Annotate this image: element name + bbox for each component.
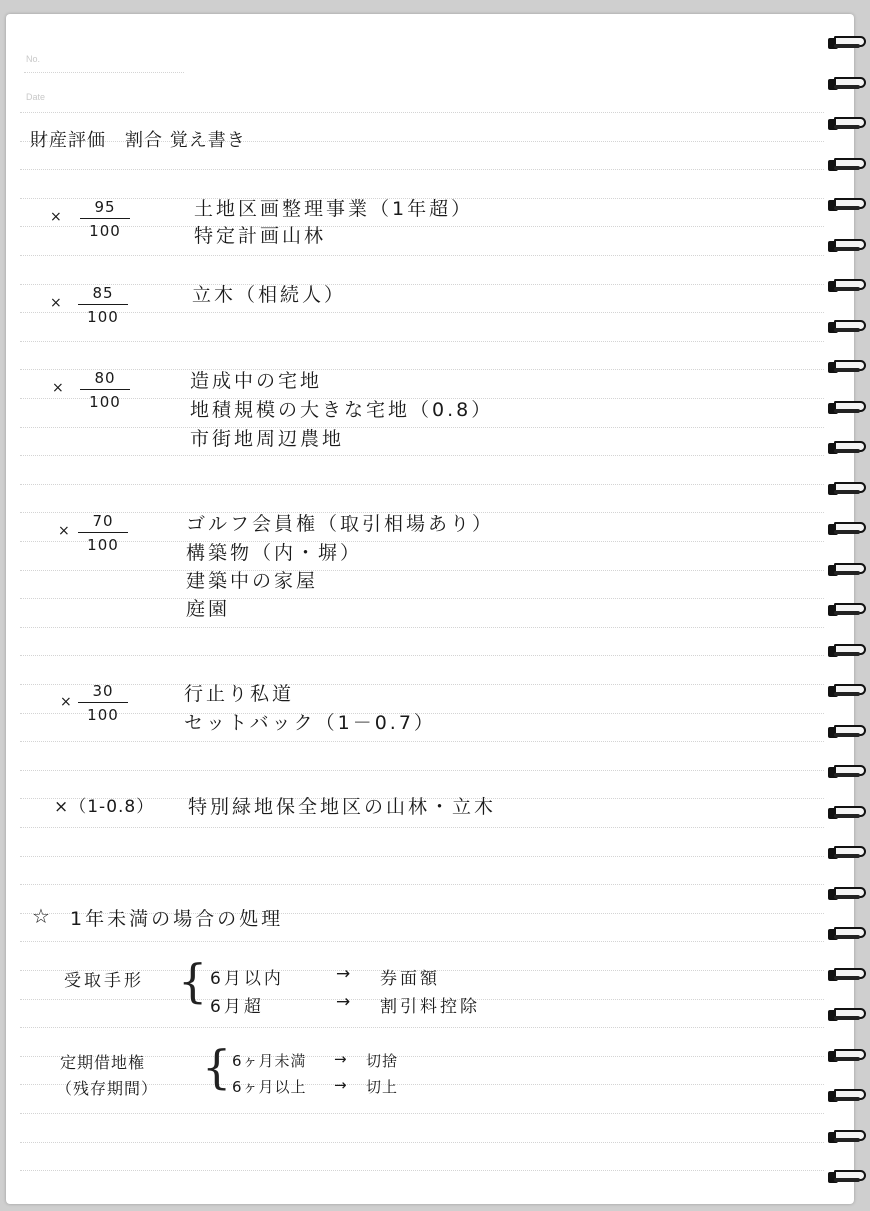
ruled-line xyxy=(20,884,824,885)
group-label: 受取手形 xyxy=(64,971,144,991)
header-no-label: No. xyxy=(26,54,41,64)
ruled-line xyxy=(20,1170,824,1171)
spiral-coil xyxy=(828,277,864,295)
spiral-coil xyxy=(828,358,864,376)
spiral-coil xyxy=(828,1006,864,1024)
condition: 6月超 xyxy=(210,997,264,1017)
result: 切上 xyxy=(366,1078,399,1096)
fraction-numerator: 85 xyxy=(78,284,128,305)
spiral-coil xyxy=(828,804,864,822)
ruled-line xyxy=(20,941,824,942)
fraction-denominator: 100 xyxy=(89,222,121,240)
ruled-line xyxy=(20,1142,824,1143)
notebook-page xyxy=(6,14,854,1204)
condition: 6月以内 xyxy=(210,969,284,989)
fraction-70 xyxy=(78,512,128,554)
brace-symbol: { xyxy=(178,954,208,1008)
ruled-line xyxy=(20,655,824,656)
multiply-sign: × xyxy=(52,380,64,396)
ruled-line xyxy=(20,1027,824,1028)
spiral-coil xyxy=(828,925,864,943)
ruled-line xyxy=(20,169,824,170)
fraction-95 xyxy=(80,198,130,240)
ruled-line xyxy=(20,570,824,571)
brace-symbol: { xyxy=(202,1040,232,1094)
ruled-line xyxy=(20,598,824,599)
fraction-numerator: 30 xyxy=(78,682,128,703)
ruled-line xyxy=(20,684,824,685)
result: 割引料控除 xyxy=(380,997,480,1017)
special-item: 特別緑地保全地区の山林・立木 xyxy=(188,796,497,818)
list-item: 建築中の家屋 xyxy=(186,570,319,592)
ruled-line xyxy=(20,856,824,857)
list-item: 市街地周辺農地 xyxy=(190,428,345,450)
list-item: 行止り私道 xyxy=(184,683,295,705)
arrow: → xyxy=(334,1050,350,1068)
spiral-coil xyxy=(828,844,864,862)
ruled-line xyxy=(20,341,824,342)
list-item: 地積規模の大きな宅地（0.8） xyxy=(190,399,494,421)
spiral-coil xyxy=(828,75,864,93)
spiral-coil xyxy=(828,763,864,781)
spiral-binding xyxy=(830,0,870,1211)
spiral-coil xyxy=(828,723,864,741)
list-item: 土地区画整理事業（1年超） xyxy=(194,198,474,220)
ruled-line xyxy=(20,427,824,428)
group-label: （残存期間） xyxy=(56,1079,159,1098)
ruled-line xyxy=(20,369,824,370)
star-icon: ☆ xyxy=(32,904,50,928)
arrow: → xyxy=(336,964,354,984)
fraction-denominator: 100 xyxy=(89,393,121,411)
arrow: → xyxy=(334,1076,350,1094)
ruled-line xyxy=(20,541,824,542)
special-factor: ×（1-0.8） xyxy=(54,797,155,817)
spiral-coil xyxy=(828,885,864,903)
fraction-denominator: 100 xyxy=(87,308,119,326)
spiral-coil xyxy=(828,561,864,579)
ruled-line xyxy=(20,112,824,113)
list-item: 特定計画山林 xyxy=(194,225,327,247)
fraction-numerator: 80 xyxy=(80,369,130,390)
multiply-sign: × xyxy=(58,523,70,539)
list-item: 構築物（内・塀） xyxy=(186,542,363,564)
list-item: 立木（相続人） xyxy=(192,284,347,306)
multiply-sign: × xyxy=(50,295,62,311)
spiral-coil xyxy=(828,966,864,984)
fraction-denominator: 100 xyxy=(87,536,119,554)
spiral-coil xyxy=(828,1087,864,1105)
header-underline xyxy=(24,72,184,73)
spiral-coil xyxy=(828,520,864,538)
list-item: 庭園 xyxy=(186,598,231,620)
ruled-line xyxy=(20,484,824,485)
spiral-coil xyxy=(828,642,864,660)
arrow: → xyxy=(336,992,354,1012)
group-label: 定期借地権 xyxy=(60,1053,146,1072)
spiral-coil xyxy=(828,34,864,52)
section-heading: 1年未満の場合の処理 xyxy=(70,908,284,930)
spiral-coil xyxy=(828,1047,864,1065)
ruled-line xyxy=(20,255,824,256)
spiral-coil xyxy=(828,399,864,417)
ruled-line xyxy=(20,312,824,313)
ruled-line xyxy=(20,1113,824,1114)
multiply-sign: × xyxy=(50,209,62,225)
ruled-line xyxy=(20,284,824,285)
fraction-denominator: 100 xyxy=(87,706,119,724)
ruled-line xyxy=(20,827,824,828)
list-item: 造成中の宅地 xyxy=(190,370,323,392)
spiral-coil xyxy=(828,196,864,214)
spiral-coil xyxy=(828,115,864,133)
fraction-30 xyxy=(78,682,128,724)
ruled-line xyxy=(20,770,824,771)
fraction-85 xyxy=(78,284,128,326)
fraction-numerator: 70 xyxy=(78,512,128,533)
header-date-label: Date xyxy=(26,92,46,102)
spiral-coil xyxy=(828,318,864,336)
condition: 6ヶ月未満 xyxy=(232,1052,307,1070)
list-item: ゴルフ会員権（取引相場あり） xyxy=(186,513,495,535)
spiral-coil xyxy=(828,1168,864,1186)
ruled-line xyxy=(20,741,824,742)
fraction-80 xyxy=(80,369,130,411)
spiral-coil xyxy=(828,237,864,255)
page-title: 財産評価 割合 覚え書き xyxy=(30,130,246,151)
spiral-coil xyxy=(828,601,864,619)
ruled-line xyxy=(20,455,824,456)
multiply-sign: × xyxy=(60,694,72,710)
ruled-line xyxy=(20,627,824,628)
condition: 6ヶ月以上 xyxy=(232,1078,307,1096)
result: 券面額 xyxy=(380,969,440,989)
result: 切捨 xyxy=(366,1052,399,1070)
ruled-line xyxy=(20,226,824,227)
spiral-coil xyxy=(828,1128,864,1146)
fraction-numerator: 95 xyxy=(80,198,130,219)
spiral-coil xyxy=(828,156,864,174)
spiral-coil xyxy=(828,682,864,700)
spiral-coil xyxy=(828,439,864,457)
list-item: セットバック（1－0.7） xyxy=(184,712,436,734)
spiral-coil xyxy=(828,480,864,498)
